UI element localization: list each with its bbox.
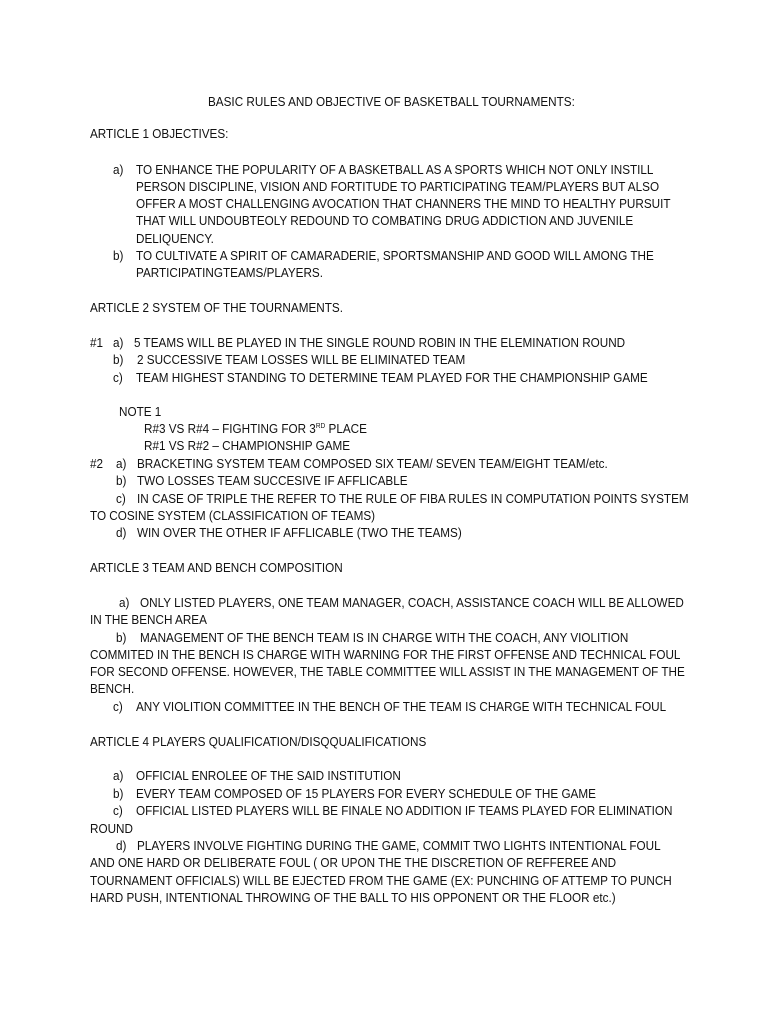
article-4-d-text-cont: AND ONE HARD OR DELIBERATE FOUL ( OR UPON THE THE DISCRETION OF REFFEREE AND [90,856,617,870]
article-4-c-text-cont: ROUND [90,822,133,836]
article-1-a-line: TO ENHANCE THE POPULARITY OF A BASKETBALL AS A SPORTS WHICH NOT ONLY INSTILL [136,163,654,177]
article-4-a-text: OFFICIAL ENROLEE OF THE SAID INSTITUTION [136,769,401,783]
note-line-1 [144,421,367,438]
article-4-c-text: OFFICIAL LISTED PLAYERS WILL BE FINALE NO ADDITION IF TEAMS PLAYED FOR ELIMINATION [136,804,673,818]
article-4-d-text-cont: TOURNAMENT OFFICIALS) WILL BE EJECTED FROM THE GAME (EX: PUNCHING OF ATTEMP TO PUNCH [90,874,672,888]
section-1-a-text: 5 TEAMS WILL BE PLAYED IN THE SINGLE ROUND ROBIN IN THE ELEMINATION ROUND [134,336,626,350]
article-3-b-marker: b) [116,631,127,645]
article-1-a-line: OFFER A MOST CHALLENGING AVOCATION THAT CHANNERS THE MIND TO HEALTHY PURSUIT [136,197,671,211]
article-1-b-line: PARTICIPATINGTEAMS/PLAYERS. [136,266,324,280]
section-2-c-text-cont: TO COSINE SYSTEM (CLASSIFICATION OF TEAMS) [90,509,376,523]
note-line-1-main: R#3 VS R#4 – FIGHTING FOR 3 [144,422,316,436]
section-2-d-text: WIN OVER THE OTHER IF AFFLICABLE (TWO THE TEAMS) [137,526,462,540]
article-3-b-text-cont: COMMITED IN THE BENCH IS CHARGE WITH WARNING FOR THE FIRST OFFENSE AND TECHNICAL FOUL [90,648,681,662]
section-2-number: #2 [90,457,104,471]
section-2-c-text: IN CASE OF TRIPLE THE REFER TO THE RULE OF FIBA RULES IN COMPUTATION POINTS SYSTEM [137,492,689,506]
article-3-heading: ARTICLE 3 TEAM AND BENCH COMPOSITION [90,561,343,575]
section-1-c-text: TEAM HIGHEST STANDING TO DETERMINE TEAM PLAYED FOR THE CHAMPIONSHIP GAME [136,371,648,385]
article-3-c-marker: c) [113,700,123,714]
article-4-a-marker: a) [113,769,124,783]
article-3-a-text-cont: IN THE BENCH AREA [90,613,207,627]
section-2-b-text: TWO LOSSES TEAM SUCCESIVE IF AFFLICABLE [137,474,408,488]
section-1-b-marker: b) [113,353,124,367]
section-1-number: #1 [90,336,104,350]
section-1-c-marker: c) [113,371,123,385]
section-2-a-marker: a) [116,457,127,471]
article-3-a-text: ONLY LISTED PLAYERS, ONE TEAM MANAGER, COACH, ASSISTANCE COACH WILL BE ALLOWED [140,596,684,610]
article-3-b-text: MANAGEMENT OF THE BENCH TEAM IS IN CHARGE WITH THE COACH, ANY VIOLITION [140,631,629,645]
article-4-heading: ARTICLE 4 PLAYERS QUALIFICATION/DISQQUALIFICATIONS [90,735,427,749]
article-1-b-marker: b) [113,249,124,263]
article-4-b-marker: b) [113,787,124,801]
article-3-b-text-cont: FOR SECOND OFFENSE. HOWEVER, THE TABLE COMMITTEE WILL ASSIST IN THE MANAGEMENT OF THE [90,665,685,679]
article-4-b-text: EVERY TEAM COMPOSED OF 15 PLAYERS FOR EVERY SCHEDULE OF THE GAME [136,787,596,801]
article-1-a-line: PERSON DISCIPLINE, VISION AND FORTITUDE TO PARTICIPATING TEAM/PLAYERS BUT ALSO [136,180,660,194]
note-line-1-superscript: RD [315,423,326,430]
article-4-c-marker: c) [113,804,123,818]
section-2-b-marker: b) [116,474,127,488]
section-2-a-text: BRACKETING SYSTEM TEAM COMPOSED SIX TEAM/ SEVEN TEAM/EIGHT TEAM/etc. [137,457,608,471]
section-1-b-text: 2 SUCCESSIVE TEAM LOSSES WILL BE ELIMINATED TEAM [137,353,466,367]
article-1-a-line: DELIQUENCY. [136,232,214,246]
note-heading: NOTE 1 [119,405,162,419]
section-1-a-marker: a) [113,336,124,350]
article-3-a-marker: a) [119,596,130,610]
section-2-c-marker: c) [116,492,126,506]
article-3-c-text: ANY VIOLITION COMMITTEE IN THE BENCH OF THE TEAM IS CHARGE WITH TECHNICAL FOUL [136,700,667,714]
article-4-d-text-cont: HARD PUSH, INTENTIONAL THROWING OF THE BALL TO HIS OPPONENT OR THE FLOOR etc.) [90,891,616,905]
document-title: BASIC RULES AND OBJECTIVE OF BASKETBALL TOURNAMENTS: [208,95,575,109]
section-2-d-marker: d) [116,526,127,540]
article-1-heading: ARTICLE 1 OBJECTIVES: [90,127,229,141]
article-2-heading: ARTICLE 2 SYSTEM OF THE TOURNAMENTS. [90,301,343,315]
note-line-1-tail: PLACE [325,422,367,436]
article-4-d-marker: d) [116,839,127,853]
article-3-b-text-cont: BENCH. [90,682,135,696]
article-1-b-line: TO CULTIVATE A SPIRIT OF CAMARADERIE, SPORTSMANSHIP AND GOOD WILL AMONG THE [136,249,654,263]
article-1-a-line: THAT WILL UNDOUBTEOLY REDOUND TO COMBATING DRUG ADDICTION AND JUVENILE [136,214,634,228]
note-line-2: R#1 VS R#2 – CHAMPIONSHIP GAME [144,439,351,453]
article-1-a-marker: a) [113,163,124,177]
article-4-d-text: PLAYERS INVOLVE FIGHTING DURING THE GAME, COMMIT TWO LIGHTS INTENTIONAL FOUL [137,839,661,853]
